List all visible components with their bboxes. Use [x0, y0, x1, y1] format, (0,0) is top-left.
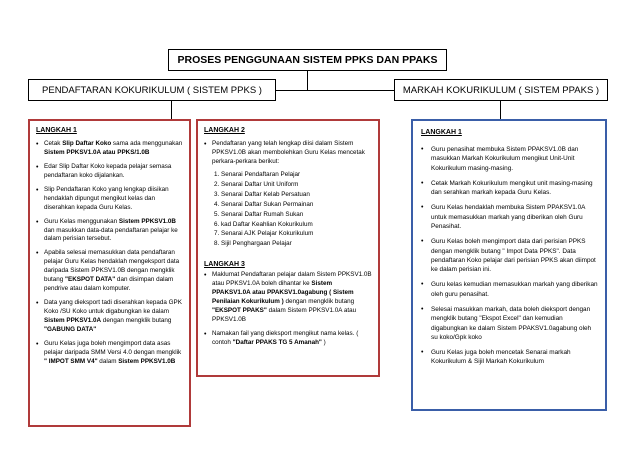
list-item-text: Maklumat Pendaftaran pelajar dalam Sistem PPKSV1.0B atau PPKSV1.0A boleh dihantar ke — [212, 271, 372, 288]
connector-title-to-right — [307, 90, 394, 91]
step-list — [36, 140, 183, 367]
list-item — [36, 140, 183, 158]
print-list — [204, 171, 372, 250]
list-item-text: "GABUNG DATA" — [44, 325, 97, 333]
list-item-text: Sistem PPKSV1.0A — [44, 316, 102, 324]
list-item-text: Sistem PPAKSV1.0A atau PPAKSV1.0agabung ( Sistem Penilaian Kokurikulum ) — [212, 280, 354, 306]
list-item-text: dan masukkan data-data pendaftaran pelajar ke dalam perisian tersebut. — [44, 226, 178, 243]
list-item-text: Namakan fail yang dieksport mengikut nama kelas. ( contoh — [212, 329, 359, 346]
list-item: • Guru Kelas hendaklah membuka Sistem PPAKSV1.0A untuk memasukkan markah yang diberikan oleh Guru Penasihat. — [421, 203, 599, 231]
list-item-text: " IMPOT SMM V4" — [44, 357, 98, 365]
list-item — [36, 340, 183, 367]
list-item-text: "EKSPOT PPAKS" — [212, 307, 267, 315]
print-list-item: 7. Senarai AJK Pelajar Kokurikulum — [214, 230, 314, 238]
list-item-text: Slip Daftar Koko — [62, 140, 112, 147]
step-heading: LANGKAH 1 — [421, 129, 462, 136]
list-item-text: "Daftar PPAKS TG 5 Amanah" — [232, 338, 322, 346]
print-list-item: 6. kad Daftar Keahlian Kokurikulum — [214, 220, 313, 228]
list-item — [36, 218, 183, 245]
list-item-text: dengan mengklik butang — [283, 298, 355, 306]
list-item — [204, 271, 372, 325]
step-heading: LANGKAH 2 — [204, 127, 245, 134]
panel-pendaftaran-langkah-2-3 — [196, 119, 380, 377]
connector-left-to-title — [276, 90, 307, 91]
list-item-text: Cetak — [44, 140, 63, 147]
list-item-text: sama ada menggunakan — [111, 140, 183, 147]
connector-title-down — [307, 71, 308, 90]
list-item: • Guru kelas kemudian memasukkan markah yang diberikan oleh guru penasihat. — [421, 280, 599, 299]
list-item: • Guru Kelas juga boleh mencetak Senarai markah Kokurikulum & Sijil Markah Kokurikulum — [421, 348, 599, 367]
list-item-text: dalam — [97, 357, 119, 365]
list-item — [36, 299, 183, 335]
print-list-item: 8. Sijil Penghargaan Pelajar — [214, 240, 292, 248]
list-item-text: "EKSPOT DATA" — [65, 276, 116, 284]
list-item: • Guru Kelas boleh mengimport data dari perisian PPKS dengan mengklik butang " Impot Data PPKS". Data pendaftaran Koko pelajar dari perisian PPKS akan diimpot ke dalam perisian ini. — [421, 237, 599, 274]
step-heading: LANGKAH 3 — [204, 261, 245, 269]
step-list — [204, 271, 372, 348]
list-item — [36, 186, 183, 213]
list-item-text: Sistem PPKSV1.0B — [118, 357, 176, 365]
connector-left-header-down — [171, 101, 172, 119]
header-pendaftaran: PENDAFTARAN KOKURIKULUM ( SISTEM PPKS ) — [28, 79, 276, 101]
list-item-text: Guru Kelas menggunakan — [44, 217, 119, 225]
step-list — [204, 140, 372, 167]
step-heading: LANGKAH 1 — [36, 127, 77, 134]
list-item-text: Apabila selesai memasukkan data pendaftaran pelajar Guru Kelas hendaklah mengeksport data daripada Sistem PPKSV1.0B dengan mengklik butang — [44, 249, 180, 284]
print-list-item: 1. Senarai Pendaftaran Pelajar — [214, 170, 301, 178]
list-item-text: ) — [321, 338, 326, 346]
panel-markah-langkah-1 — [411, 119, 607, 411]
list-item: • Selesai masukkan markah, data boleh dieksport dengan mengklik butang "Ekspot Excel" dan kemudian digabungkan ke dalam Sistem PPAKSV1.0agabung oleh su koko/Gpk koko — [421, 305, 599, 342]
list-item-text: Sistem PPKSV1.0B — [118, 217, 176, 225]
panel-pendaftaran-langkah-1 — [28, 119, 191, 427]
list-item-text: Sistem PPKSV1.0A atau PPKS/1.0B — [44, 148, 150, 156]
list-item: • Guru penasihat membuka Sistem PPAKSV1.0B dan masukkan Markah Kokurikulum mengikut Unit-Unit Kokurikulum masing-masing. — [421, 145, 599, 173]
header-markah: MARKAH KOKURIKULUM ( SISTEM PPAKS ) — [394, 79, 608, 101]
diagram-title: PROSES PENGGUNAAN SISTEM PPKS DAN PPAKS — [168, 49, 447, 71]
print-list-item: 5. Senarai Daftar Rumah Sukan — [214, 210, 304, 218]
print-list-item: 3. Senarai Daftar Kelab Persatuan — [214, 190, 310, 198]
list-item — [36, 249, 183, 294]
list-item-text: dan disimpan dalam pendrive atau dalam komputer. — [44, 276, 174, 293]
list-item — [204, 330, 372, 348]
print-list-item: 2. Senarai Daftar Unit Uniform — [214, 180, 299, 188]
list-item-text: dalam Sistem PPKSV1.0A atau PPKSV1.0B — [212, 307, 357, 323]
list-item: • Cetak Markah Kokurikulum mengikut unit masing-masing dan serahkan markah kepada Guru Kelas. — [421, 179, 599, 198]
list-item-text: Slip Pendaftaran Koko yang lengkap diisikan hendaklah dipungut mengikut kelas dan diserahkan kepada Guru Kelas. — [44, 185, 169, 211]
list-item: • Pendaftaran yang telah lengkap diisi dalam Sistem PPKSV1.0B akan membolehkan Guru Kelas mencetak perkara-perkara berikut: — [204, 140, 372, 167]
list-item-text: dengan mengklik butang — [101, 316, 172, 324]
connector-right-header-down — [500, 101, 501, 119]
list-item — [36, 163, 183, 181]
list-item-text: Data yang dieksport tadi diserahkan kepada GPK Koko /SU Koko untuk digabungkan ke dalam — [44, 299, 182, 315]
print-list-item: 4. Senarai Daftar Sukan Permainan — [214, 200, 314, 208]
list-item-text: Guru Kelas juga boleh mengimport data asas pelajar daripada SMM Versi 4.0 dengan mengklik — [44, 339, 182, 356]
list-item-text: Edar Slip Daftar Koko kepada pelajar semasa pendaftaran koko dijalankan. — [44, 162, 172, 179]
step-list — [421, 145, 599, 367]
